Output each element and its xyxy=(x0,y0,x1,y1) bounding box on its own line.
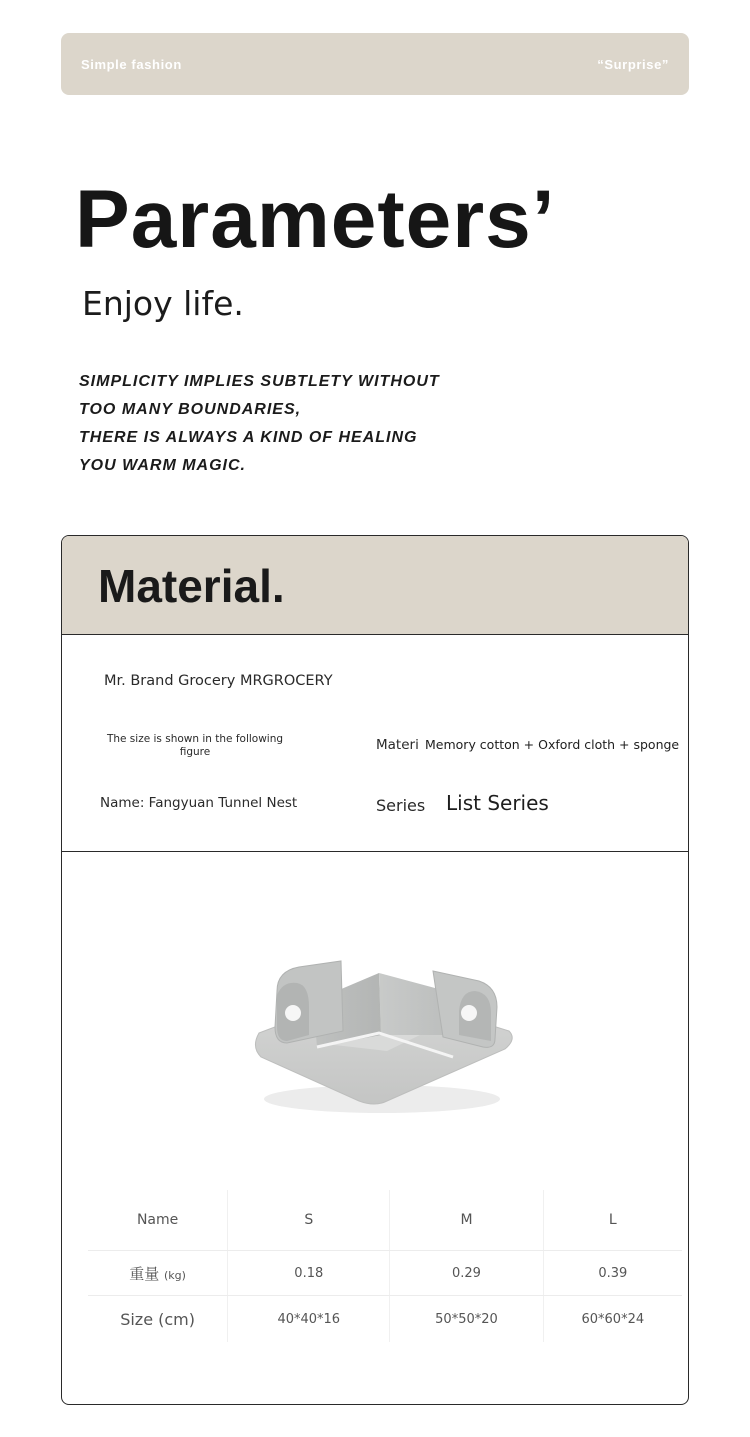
weight-m: 0.29 xyxy=(390,1251,543,1296)
slogan-line: SIMPLICITY IMPLIES SUBTLETY WITHOUT xyxy=(79,373,440,390)
page-subtitle: Enjoy life. xyxy=(82,284,244,323)
table-row xyxy=(88,1251,682,1296)
weight-s: 0.18 xyxy=(228,1251,390,1296)
header-s: S xyxy=(228,1190,390,1251)
size-l: 60*60*24 xyxy=(543,1296,682,1343)
header-l: L xyxy=(543,1190,682,1251)
header-name: Name xyxy=(88,1190,228,1251)
slogan-line: YOU WARM MAGIC. xyxy=(79,457,246,474)
material-title: Material. xyxy=(98,560,285,612)
product-info xyxy=(62,635,688,852)
size-table xyxy=(88,1190,682,1342)
tunnel-nest-image xyxy=(247,931,517,1121)
size-m: 50*50*20 xyxy=(390,1296,543,1343)
series-label: Series xyxy=(376,796,426,815)
page-title: Parameters’ xyxy=(75,174,556,265)
weight-l: 0.39 xyxy=(543,1251,682,1296)
top-banner xyxy=(61,33,689,95)
banner-right-text: “Surprise” xyxy=(597,57,669,72)
material-card xyxy=(61,535,689,1405)
slogan xyxy=(79,368,559,480)
series-value: List Series xyxy=(446,791,549,815)
material-value: Memory cotton + Oxford cloth + sponge xyxy=(425,737,680,752)
size-note: The size is shown in the following figure xyxy=(106,733,284,758)
weight-label xyxy=(88,1251,228,1296)
table-header-row xyxy=(88,1190,682,1251)
header-m: M xyxy=(390,1190,543,1251)
size-label: Size (cm) xyxy=(120,1309,195,1329)
product-name: Name: Fangyuan Tunnel Nest xyxy=(100,795,298,811)
weight-label-text: 重量 xyxy=(129,1264,160,1283)
table-row xyxy=(88,1296,682,1343)
slogan-line: TOO MANY BOUNDARIES, xyxy=(79,401,302,418)
brand-text: Mr. Brand Grocery MRGROCERY xyxy=(104,673,333,689)
slogan-line: THERE IS ALWAYS A KIND OF HEALING xyxy=(79,429,418,446)
material-label: Materi xyxy=(376,737,419,753)
banner-left-text: Simple fashion xyxy=(81,57,182,72)
size-s: 40*40*16 xyxy=(228,1296,390,1343)
material-header xyxy=(62,536,688,635)
weight-unit: (kg) xyxy=(164,1268,186,1282)
